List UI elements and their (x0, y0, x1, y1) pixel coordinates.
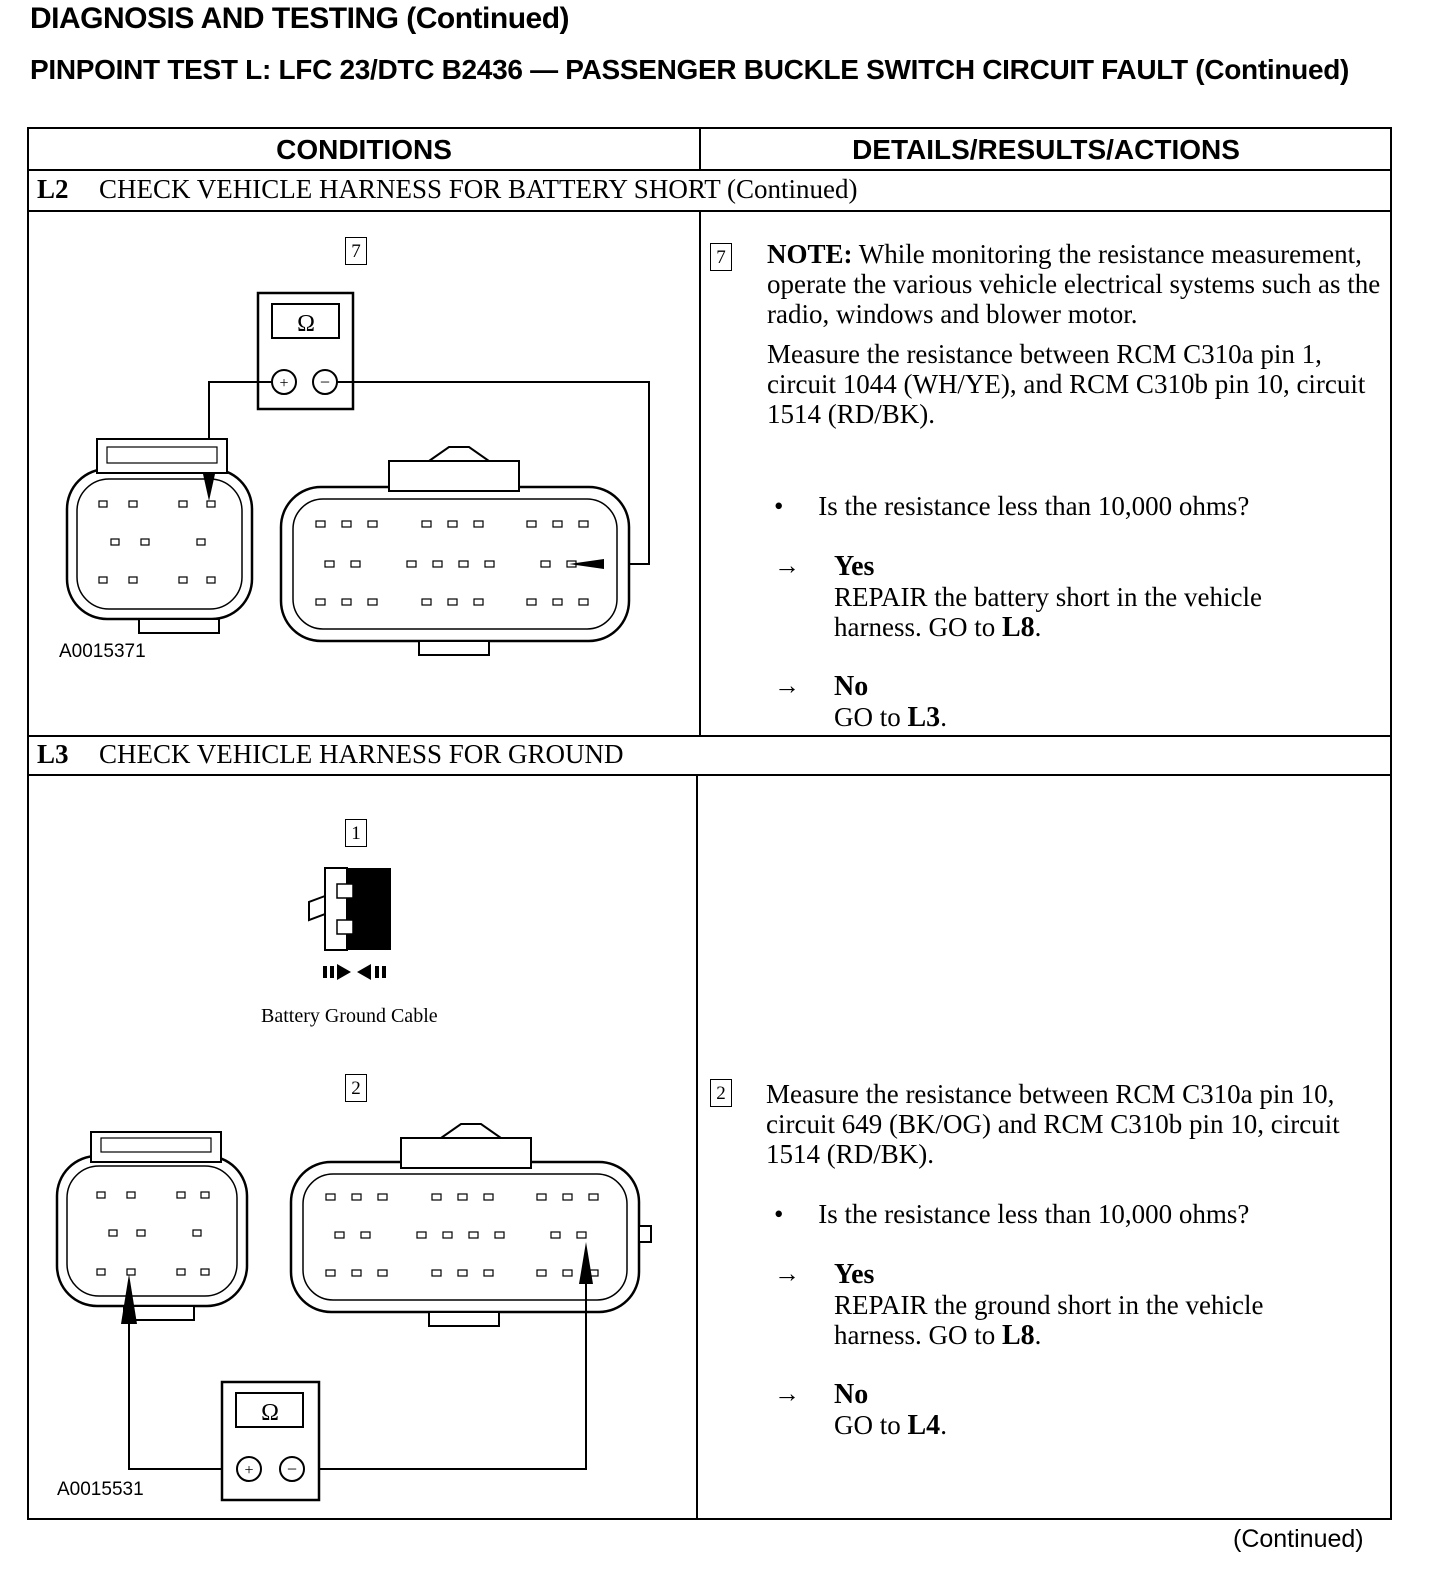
l2-note-text: While monitoring the resistance measurement, operate the various vehicle electrical systems such as the radio, windows and blower motor. (767, 239, 1381, 329)
step-l3-id: L3 (37, 739, 69, 769)
bullet-icon: • (774, 491, 784, 521)
l3-figure1-step-box: 1 (345, 819, 367, 847)
l2-yes-target: L8 (1001, 612, 1035, 643)
step-l2-header (37, 174, 857, 205)
pinpoint-test-table (27, 127, 1392, 1520)
l2-yes-result: Yes REPAIR the battery short in the vehicle harness. GO to L8. (834, 551, 1262, 643)
ohmmeter-icon (258, 293, 353, 409)
page-title: DIAGNOSIS AND TESTING (Continued) (30, 2, 570, 35)
header-divider (29, 169, 1390, 171)
svg-text:Ω: Ω (261, 1400, 279, 1426)
l3-yes-label: Yes (834, 1259, 875, 1290)
l2-yes-action: REPAIR the battery short in the vehicle harness. GO to (834, 582, 1262, 642)
continued-label: (Continued) (1233, 1525, 1364, 1553)
l2-no-label: No (834, 671, 869, 702)
l2-note-label: NOTE: (767, 239, 853, 269)
header-column-divider (699, 129, 701, 170)
l2-no-target: L3 (907, 702, 941, 733)
l3-yes-target: L8 (1001, 1320, 1035, 1351)
l3-no-target: L4 (907, 1410, 941, 1441)
l2-no-result: No GO to L3. (834, 671, 947, 733)
l2-figure-step-box: 7 (345, 237, 367, 265)
details-header: DETAILS/RESULTS/ACTIONS (852, 134, 1240, 165)
l2-column-divider (699, 210, 701, 736)
arrow-right-icon: → (774, 551, 800, 580)
l3-ground-short-diagram (29, 1114, 697, 1514)
l2-yes-label: Yes (834, 551, 875, 582)
pinpoint-test-title: PINPOINT TEST L: LFC 23/DTC B2436 — PASSENGER BUCKLE SWITCH CIRCUIT FAULT (Continued) (30, 54, 1350, 85)
battery-ground-cable-caption: Battery Ground Cable (261, 1005, 438, 1027)
step-l3-title: CHECK VEHICLE HARNESS FOR GROUND (99, 739, 624, 769)
step-l3-header (37, 739, 624, 770)
ohmmeter-icon (222, 1382, 319, 1500)
l3-figure2-step-box: 2 (345, 1074, 367, 1102)
l3-start-divider (29, 735, 1390, 737)
l2-title-divider (29, 210, 1390, 212)
l3-title-divider (29, 774, 1390, 776)
step-l2-title: CHECK VEHICLE HARNESS FOR BATTERY SHORT (Continued) (99, 174, 858, 204)
l3-question-row (774, 1199, 1249, 1229)
l3-no-result: No GO to L4. (834, 1379, 947, 1441)
rcm-c310b-connector-icon (281, 447, 629, 655)
l3-no-label: No (834, 1379, 869, 1410)
bullet-icon: • (774, 1199, 784, 1229)
l2-no-action: GO to (834, 702, 908, 732)
l2-question-row (774, 491, 1249, 521)
l2-question: Is the resistance less than 10,000 ohms? (818, 491, 1250, 521)
arrow-right-icon: → (774, 671, 800, 700)
l2-detail-text (767, 239, 1387, 439)
l3-instruction: Measure the resistance between RCM C310a pin 10, circuit 649 (BK/OG) and RCM C310b pin 10, circuit 1514 (RD/BK). (766, 1079, 1340, 1169)
arrow-right-icon: → (774, 1259, 800, 1288)
l2-detail-step-box: 7 (710, 243, 732, 271)
l3-detail-step-box: 2 (710, 1079, 732, 1107)
rcm-c310b-connector-icon (291, 1124, 651, 1326)
l2-figure-id: A0015371 (59, 641, 146, 662)
rcm-c310a-connector-icon (57, 1132, 247, 1324)
l3-yes-action: REPAIR the ground short in the vehicle harness. GO to (834, 1290, 1264, 1350)
rcm-c310a-connector-icon (67, 439, 252, 633)
svg-text:Ω: Ω (297, 311, 315, 337)
l3-yes-result: Yes REPAIR the ground short in the vehicle harness. GO to L8. (834, 1259, 1264, 1351)
battery-ground-cable-diagram (299, 864, 409, 986)
svg-text:+: + (244, 1462, 254, 1479)
svg-text:−: − (286, 1459, 298, 1479)
arrow-right-icon: → (774, 1379, 800, 1408)
l3-detail-text (766, 1079, 1376, 1179)
l3-figure-id: A0015531 (57, 1479, 144, 1500)
l2-instruction: Measure the resistance between RCM C310a pin 1, circuit 1044 (WH/YE), and RCM C310b pin 10, circuit 1514 (RD/BK). (767, 339, 1366, 429)
l3-question: Is the resistance less than 10,000 ohms? (818, 1199, 1250, 1229)
svg-text:+: + (279, 375, 289, 392)
svg-text:−: − (319, 372, 331, 392)
l2-battery-short-diagram (29, 269, 697, 659)
conditions-header: CONDITIONS (276, 134, 452, 165)
step-l2-id: L2 (37, 174, 69, 204)
l3-no-action: GO to (834, 1410, 908, 1440)
